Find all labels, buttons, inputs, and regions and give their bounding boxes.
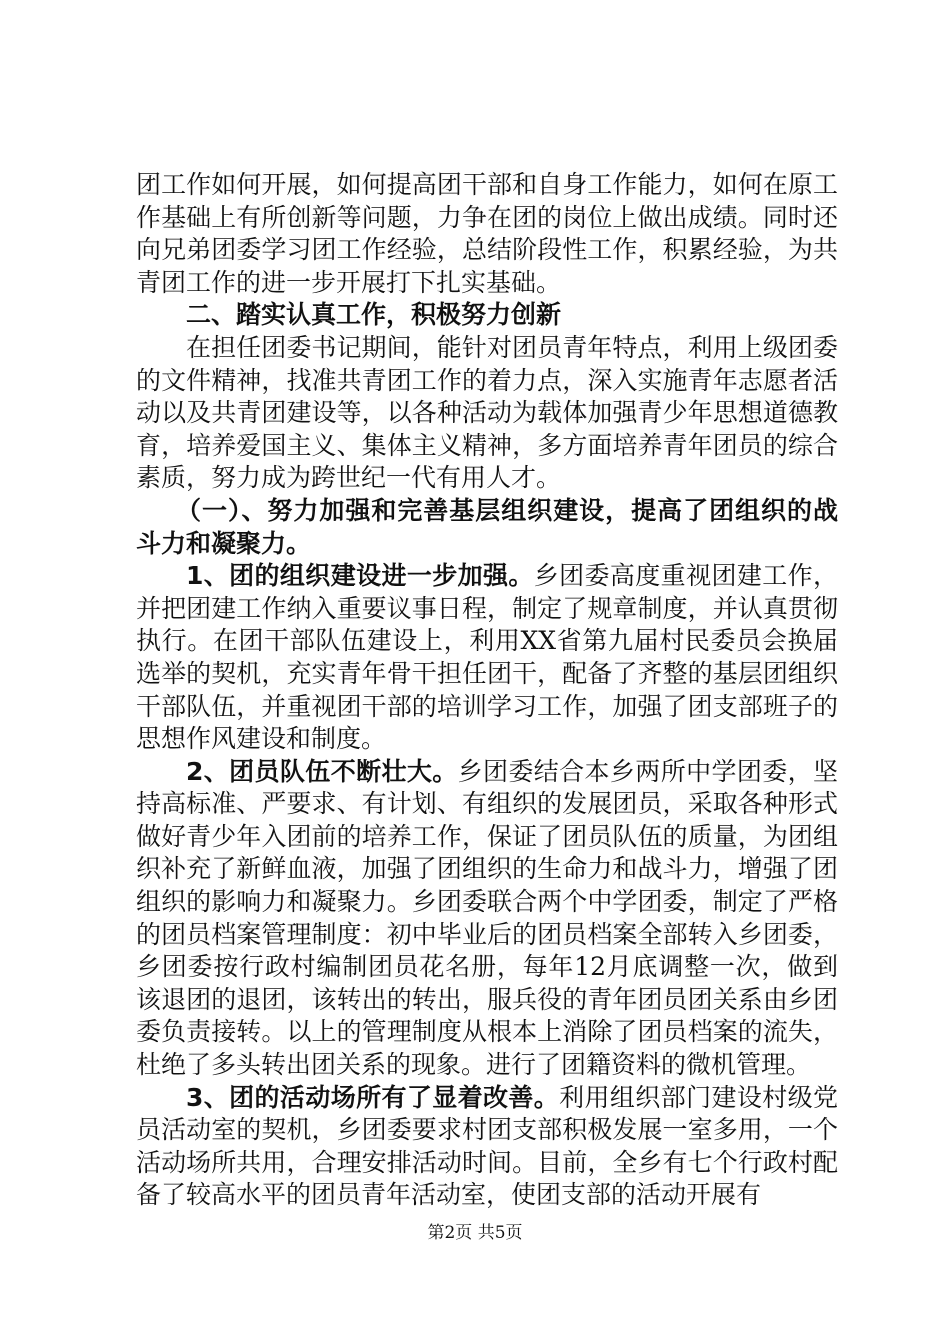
document-body: [136, 169, 838, 1212]
paragraph-3: [136, 332, 838, 495]
section-heading-2-text: 二、踏实认真工作，积极努力创新: [186, 300, 562, 330]
item-3-lead: 3、团的活动场所有了显着改善。: [186, 1082, 560, 1112]
item-3-text: 利用组织部门建设村级党员活动室的契机，乡团委要求村团支部积极发展一室多用，一个活动场所共用，合理安排活动时间。目前，全乡有七个行政村配备了较高水平的团员青年活动室，使团支部的活动开展有: [136, 1082, 838, 1210]
page-footer: [0, 1218, 950, 1243]
subsection-heading-1-text: （一）、努力加强和完善基层组织建设，提高了团组织的战斗力和凝聚力。: [136, 495, 838, 558]
item-1-text: 乡团委高度重视团建工作，并把团建工作纳入重要议事日程，制定了规章制度，并认真贯彻执行。在团干部队伍建设上，利用XX省第九届村民委员会换届选举的契机，充实青年骨干担任团干，配备了齐整的基层团组织干部队伍，并重视团干部的培训学习工作，加强了团支部班子的思想作风建设和制度。: [136, 561, 838, 754]
section-heading-2: [136, 299, 838, 332]
page-number-label: 第2页 共5页: [427, 1223, 523, 1243]
paragraph-item-1: [136, 560, 838, 756]
paragraph-item-3: [136, 1082, 838, 1212]
item-2-lead: 2、团员队伍不断壮大。: [186, 756, 458, 786]
subsection-heading-1: [136, 495, 838, 560]
paragraph-1: [136, 169, 838, 299]
item-2-text: 乡团委结合本乡两所中学团委，坚持高标准、严要求、有计划、有组织的发展团员，采取各种形式做好青少年入团前的培养工作，保证了团员队伍的质量，为团组织补充了新鲜血液，加强了团组织的生命力和战斗力，增强了团组织的影响力和凝聚力。乡团委联合两个中学团委，制定了严格的团员档案管理制度：初中毕业后的团员档案全部转入乡团委，乡团委按行政村编制团员花名册，每年12月底调整一次，做到该退团的退团，该转出的转出，服兵役的青年团员团关系由乡团委负责接转。以上的管理制度从根本上消除了团员档案的流失，杜绝了多头转出团关系的现象。进行了团籍资料的微机管理。: [136, 756, 838, 1080]
paragraph-item-2: [136, 756, 838, 1082]
paragraph-1-text: 团工作如何开展，如何提高团干部和自身工作能力，如何在原工作基础上有所创新等问题，力争在团的岗位上做出成绩。同时还向兄弟团委学习团工作经验，总结阶段性工作，积累经验，为共青团工作的进一步开展打下扎实基础。: [136, 170, 838, 297]
item-1-lead: 1、团的组织建设进一步加强。: [186, 561, 534, 591]
paragraph-3-text: 在担任团委书记期间，能针对团员青年特点，利用上级团委的文件精神，找准共青团工作的着力点，深入实施青年志愿者活动以及共青团建设等，以各种活动为载体加强青少年思想道德教育，培养爱国主义、集体主义精神，多方面培养青年团员的综合素质，努力成为跨世纪一代有用人才。: [136, 332, 838, 493]
